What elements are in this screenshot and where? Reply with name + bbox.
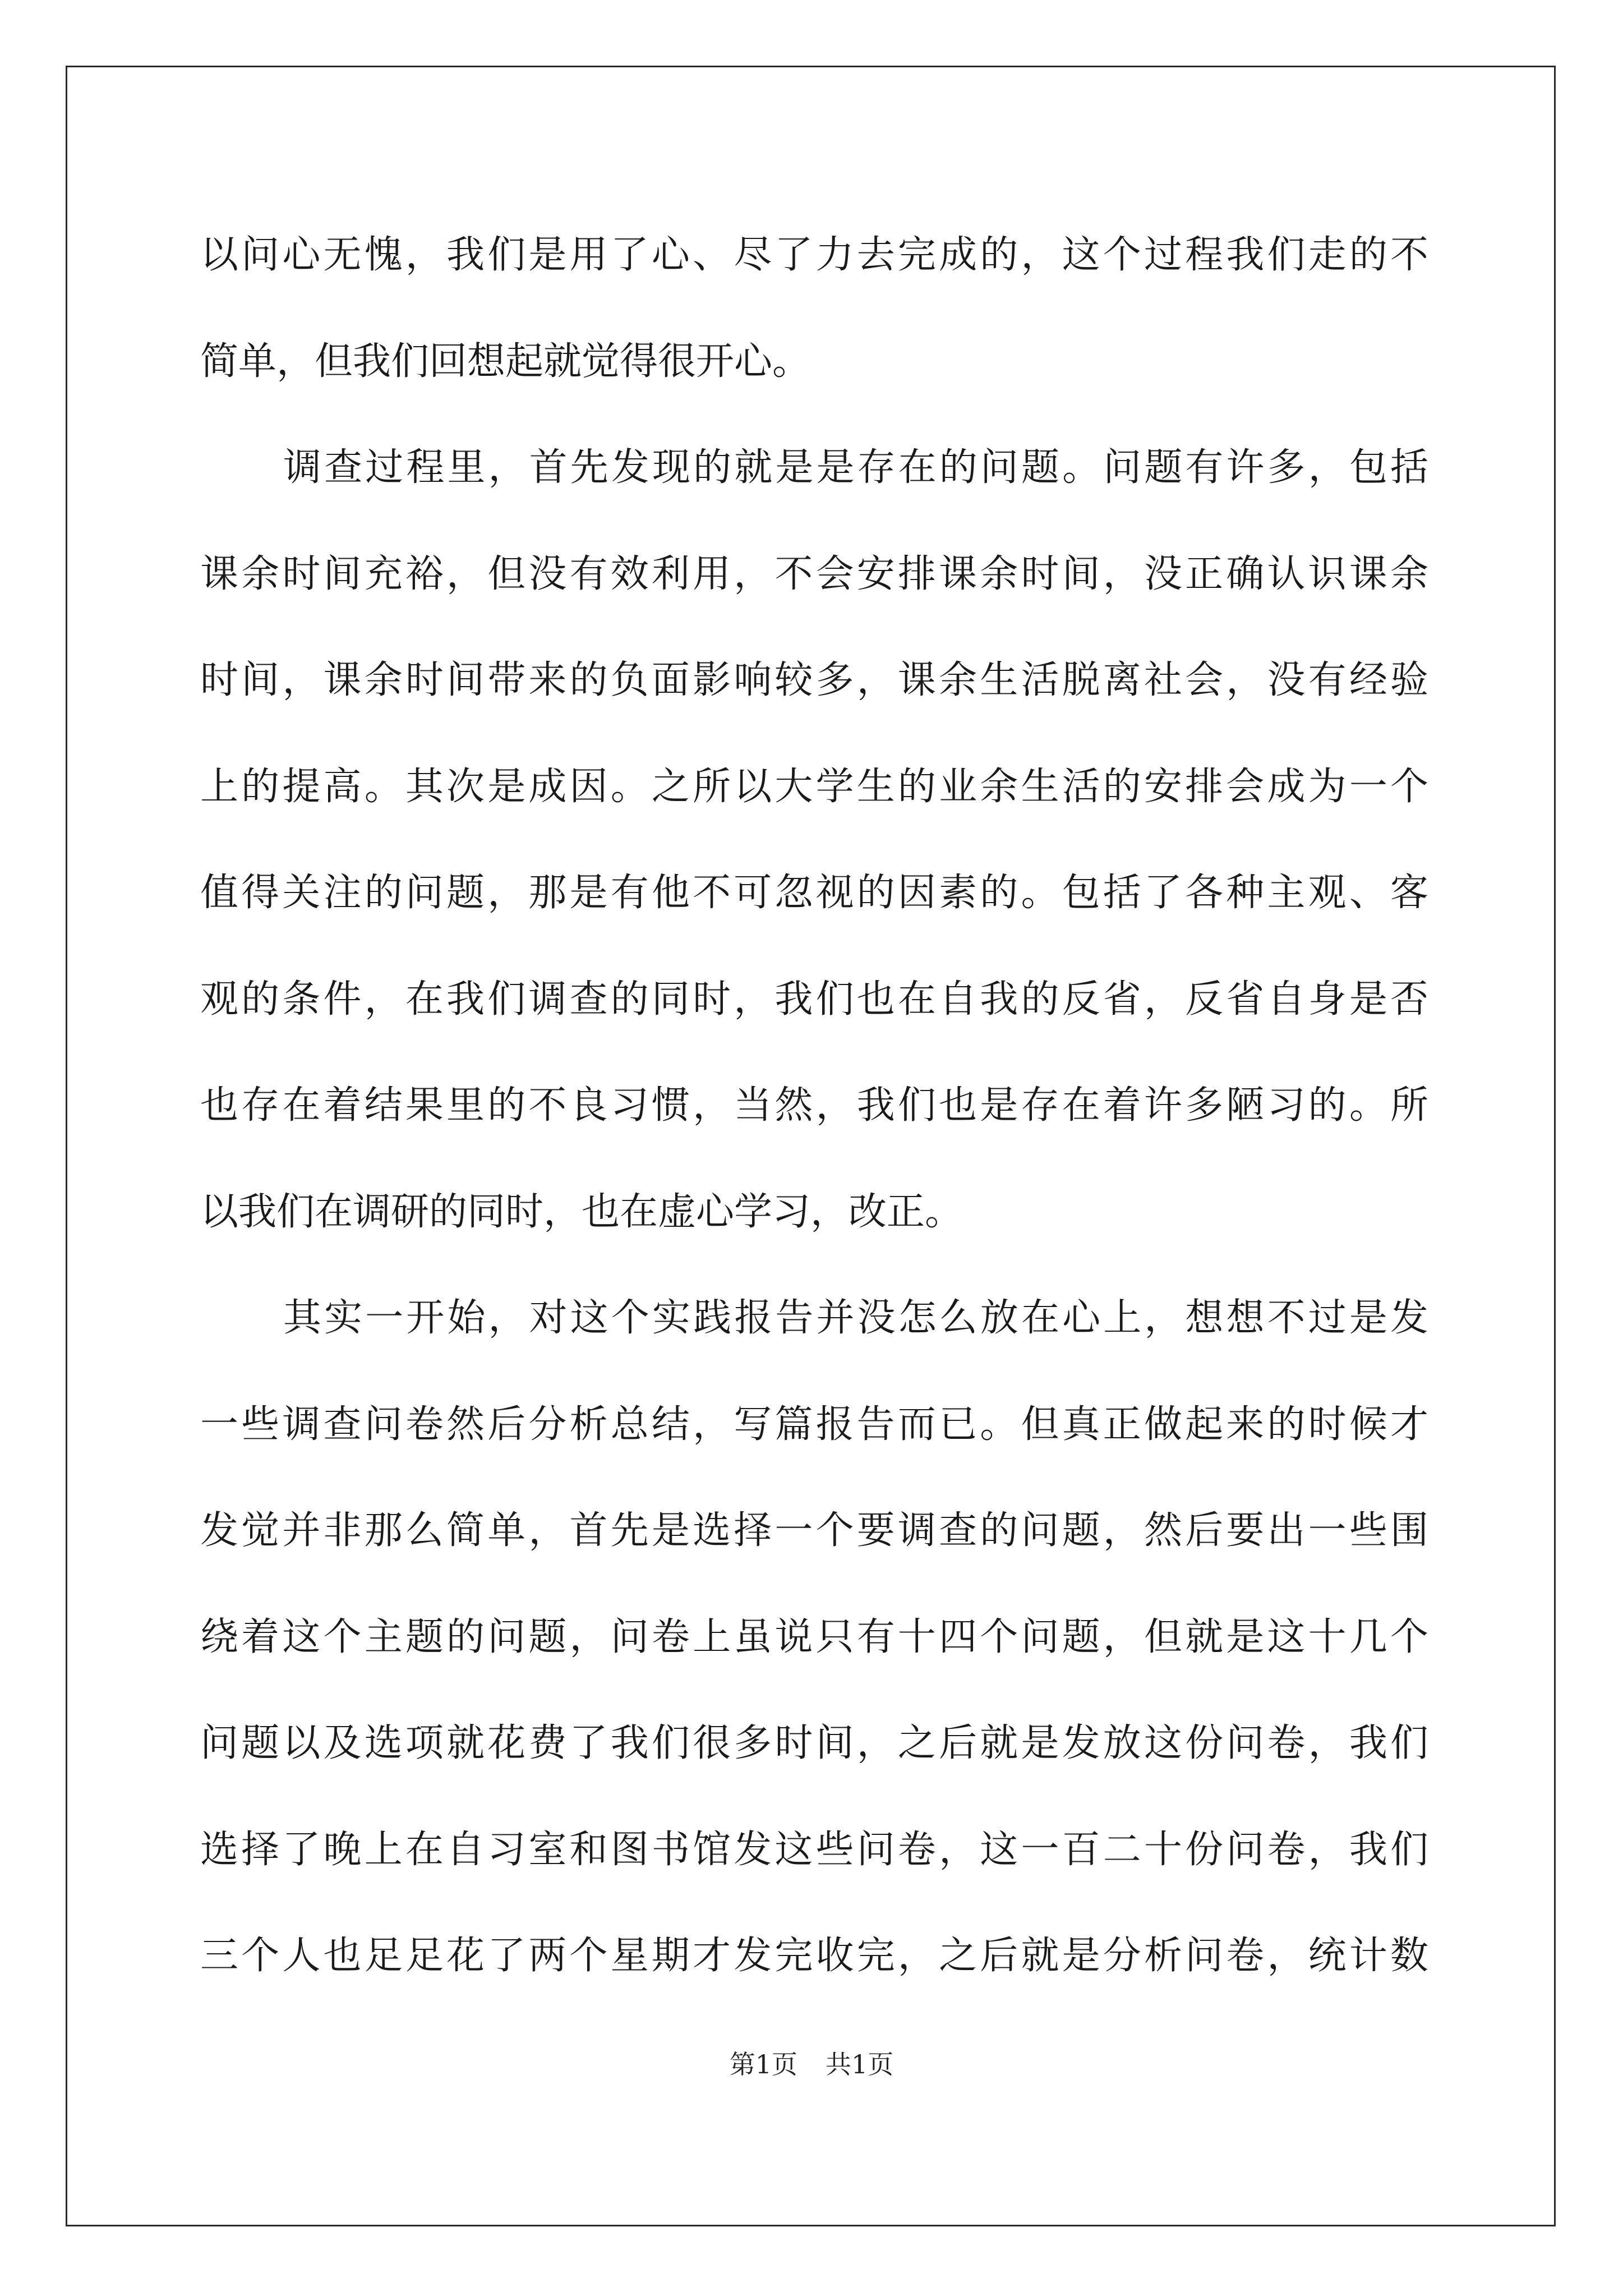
page-number-current: 第1页 — [729, 2049, 797, 2079]
text-line: 课余时间充裕，但没有效利用，不会安排课余时间，没正确认识课余 — [200, 551, 1428, 596]
document-body — [200, 202, 1428, 2009]
text-line: 以我们在调研的同时，也在虚心学习，改正。 — [200, 1189, 963, 1234]
text-line: 也存在着结果里的不良习惯，当然，我们也是存在着许多陋习的。所 — [200, 1083, 1428, 1128]
text-line: 观的条件，在我们调查的同时，我们也在自我的反省，反省自身是否 — [200, 977, 1428, 1022]
page-footer — [0, 2047, 1623, 2081]
text-line: 三个人也足足花了两个星期才发完收完，之后就是分析问卷，统计数 — [200, 1934, 1428, 1978]
text-line: 调查过程里，首先发现的就是是存在的问题。问题有许多，包括 — [283, 445, 1428, 490]
text-line: 时间，课余时间带来的负面影响较多，课余生活脱离社会，没有经验 — [200, 658, 1428, 702]
text-line: 问题以及选项就花费了我们很多时间，之后就是发放这份问卷，我们 — [200, 1721, 1428, 1765]
text-line: 值得关注的问题，那是有他不可忽视的因素的。包括了各种主观、客 — [200, 871, 1428, 915]
text-line: 选择了晚上在自习室和图书馆发这些问卷，这一百二十份问卷，我们 — [200, 1827, 1428, 1872]
text-line: 一些调查问卷然后分析总结，写篇报告而已。但真正做起来的时候才 — [200, 1402, 1428, 1447]
text-line: 简单，但我们回想起就觉得很开心。 — [200, 339, 811, 384]
text-line: 绕着这个主题的问题，问卷上虽说只有十四个问题，但就是这十几个 — [200, 1614, 1428, 1659]
text-line: 发觉并非那么简单，首先是选择一个要调查的问题，然后要出一些围 — [200, 1508, 1428, 1553]
text-line: 以问心无愧，我们是用了心、尽了力去完成的，这个过程我们走的不 — [200, 233, 1428, 277]
text-line: 其实一开始，对这个实践报告并没怎么放在心上，想想不过是发 — [283, 1296, 1428, 1340]
text-line: 上的提高。其次是成因。之所以大学生的业余生活的安排会成为一个 — [200, 764, 1428, 809]
page-number-total: 共1页 — [826, 2049, 894, 2079]
